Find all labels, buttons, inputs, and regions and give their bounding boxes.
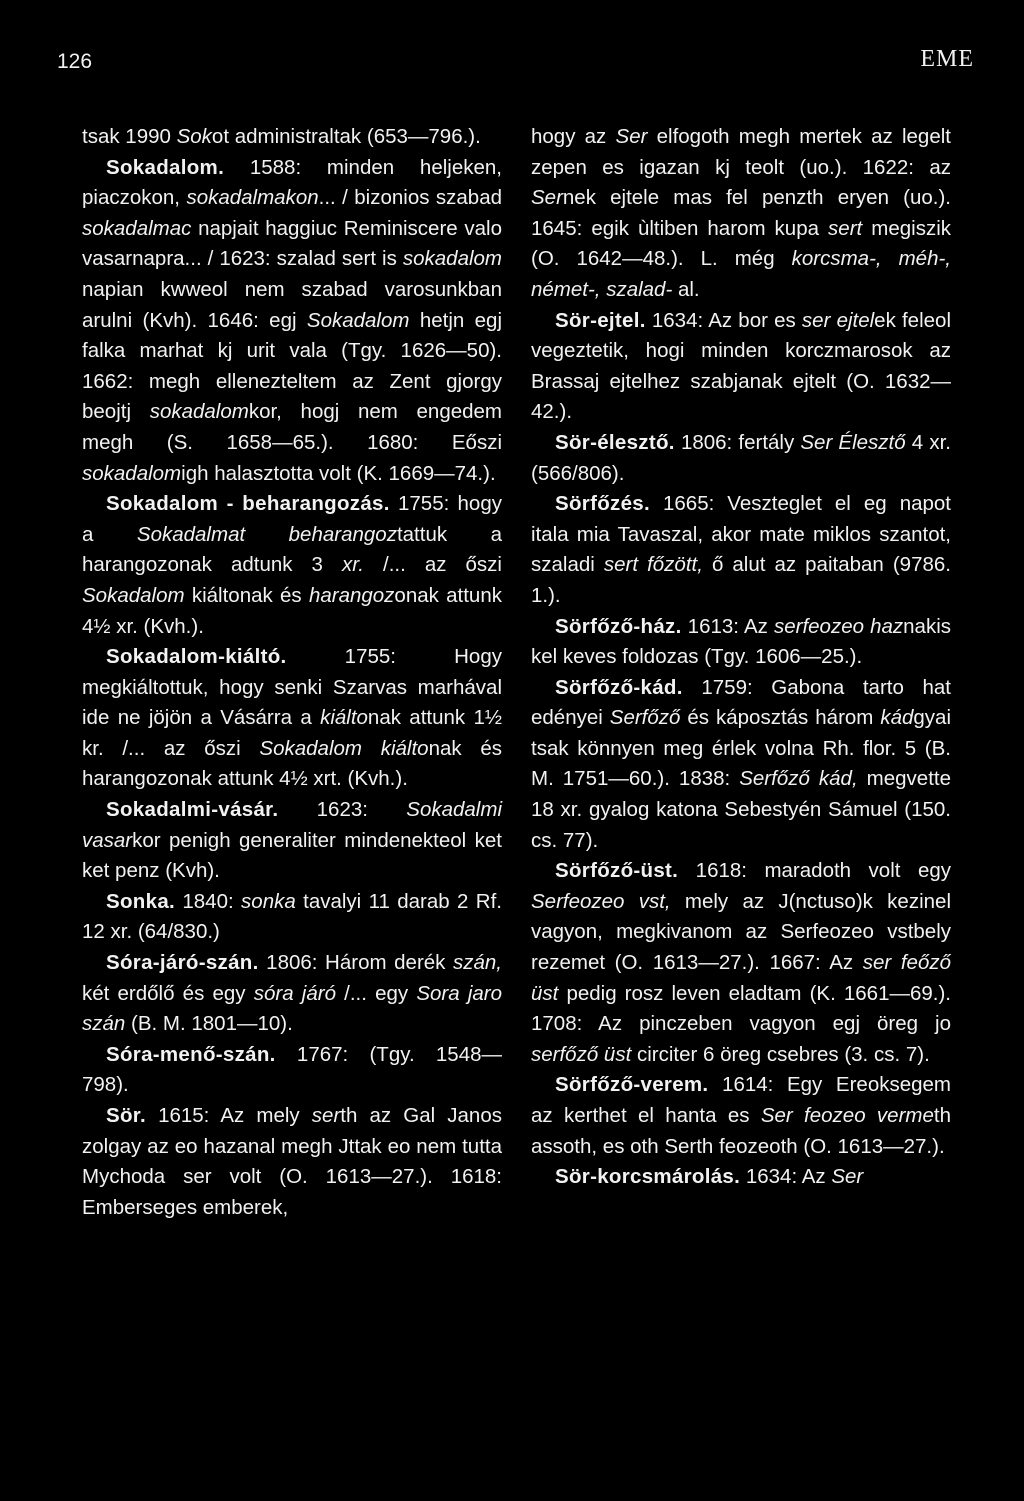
entry-text: hogy az (531, 125, 616, 148)
italic-text: Sora jaro szán (82, 981, 503, 1036)
italic-text: serfeozeo haz (773, 614, 904, 638)
headword: Sonka. (106, 889, 176, 913)
dictionary-entry (82, 1040, 502, 1101)
dictionary-entry (82, 153, 502, 490)
dictionary-entry (82, 948, 502, 1040)
italic-text: sert (828, 216, 863, 240)
entry-text: 1806: Három derék (258, 951, 453, 975)
entry-text: 1614: Egy Ereoksegem az kerthet el hanta es (531, 1073, 951, 1127)
dictionary-entry (531, 489, 951, 611)
italic-text: kiálto (320, 706, 368, 730)
headword: Sokadalmi-vásár. (106, 798, 279, 822)
italic-text: Ser feozeo verme (760, 1104, 934, 1127)
dictionary-entry (531, 1162, 951, 1193)
italic-text: szán, (453, 951, 502, 975)
entry-text: gyai tsak könnyen meg érlek volna Rh. flor. 5 (B. M. 1751—60.). 1838: (531, 706, 951, 791)
entry-text: 1588: minden heljeken, piaczokon, (82, 155, 502, 210)
italic-text: Serfeozeo vst, (531, 889, 671, 913)
dictionary-entry (82, 1101, 502, 1223)
entry-continuation (531, 122, 951, 306)
entry-text: 1755: Hogy megkiáltottuk, hogy senki Szarvas marhával ide ne jöjön a Vásárra a (82, 645, 502, 730)
italic-text: Sokadalom (306, 308, 410, 332)
entry-text: 1806: fertály (674, 430, 801, 454)
italic-text: Ser Élesztő (800, 430, 906, 454)
entry-text: th assoth, es oth Serth feozeoth (O. 1613—27.). (531, 1104, 951, 1158)
entry-text: elfogoth megh mertek az legelt zepen es igazan kj teolt (uo.). 1622: az (531, 125, 951, 179)
italic-text: Sok (176, 125, 212, 148)
entry-text: (B. M. 1801—10). (125, 1012, 293, 1036)
italic-text: ser feőző üst (531, 951, 951, 1005)
entry-text: /... az őszi (364, 553, 502, 577)
headword: Sör-élesztő. (555, 430, 675, 454)
entry-text: 1613: Az (681, 614, 774, 638)
headword: Sörfőzés. (555, 492, 650, 516)
headword: Sörfőző-kád. (555, 675, 683, 699)
entry-text: ot administraltak (653—796.). (211, 125, 481, 148)
entry-text: ő alut az paitaban (9786. 1.). (531, 553, 951, 607)
entry-text: nak és harangozonak attunk 4½ xrt. (Kvh.). (82, 736, 502, 791)
dictionary-entry (531, 612, 951, 673)
dictionary-entry (82, 489, 502, 642)
entry-text: kor penigh generaliter mindenekteol ket ket penz (Kvh). (82, 828, 502, 883)
entry-text: kiáltonak és (184, 583, 309, 607)
italic-text: Ser (531, 186, 563, 210)
entry-text: 1634: Az (740, 1165, 832, 1189)
dictionary-entry (82, 642, 502, 795)
dictionary-entry (531, 428, 951, 489)
entry-text: ek feleol vegeztetik, hogi minden korczmarosok az Brassaj ejtelhez szabjanak ejtelt (O. 1632—42.). (531, 308, 951, 424)
entry-text: onak attunk 4½ xr. (Kvh.). (82, 583, 502, 638)
italic-text: sokadalom (402, 247, 502, 271)
italic-text: Sokadalmat beharangoz (136, 522, 397, 546)
running-head: EME (920, 46, 974, 72)
dictionary-entry (82, 795, 502, 887)
headword: Sóra-menő-szán. (106, 1042, 276, 1066)
italic-text: korcsma-, méh-, német-, szalad- (531, 247, 951, 301)
entry-text: 1615: Az mely (145, 1104, 312, 1127)
italic-text: sokadalmac (82, 216, 192, 240)
headword: Sörfőző-ház. (555, 614, 682, 638)
entry-text: circiter 6 öreg csebres (3. cs. 7). (631, 1042, 930, 1066)
entry-text: pedig rosz leven eladtam (K. 1661—69.). 1708: Az pinczeben vagyon egj öreg jo (531, 981, 951, 1036)
entry-text: 4 xr. (566/806). (531, 430, 951, 485)
dictionary-entry (531, 673, 951, 857)
entry-text: 1634: Az bor es (645, 308, 802, 332)
headword: Sokadalom - beharangozás. (106, 492, 390, 516)
entry-text: napian kwweol nem szabad varosunkban arulni (Kvh). 1646: egj (82, 277, 502, 332)
italic-text: sóra járó (253, 981, 336, 1005)
italic-text: ser ejtel (801, 308, 875, 332)
italic-text: Serfőző kád, (739, 767, 858, 791)
italic-text: Sokadalom kiálto (259, 736, 429, 760)
entry-text: th az Gal Janos zolgay az eo hazanal megh Jttak eo nem tutta Mychoda ser volt (O. 1613—27.). 1618: Emberseges emberek, (82, 1104, 502, 1219)
page-number: 126 (57, 50, 93, 73)
italic-text: Ser (831, 1165, 864, 1189)
headword: Sör-korcsmárolás. (555, 1165, 741, 1189)
italic-text: sonka (241, 889, 296, 913)
entry-text: ... / bizonios szabad (318, 186, 503, 210)
entry-text: nakis kel keves foldozas (Tgy. 1606—25.). (531, 614, 951, 669)
italic-text: kád (880, 706, 914, 730)
italic-text: xr. (341, 553, 364, 577)
headword: Sörfőző-verem. (555, 1073, 709, 1097)
dictionary-entry (531, 856, 951, 1070)
entry-text: két erdőlő és egy (82, 981, 254, 1005)
italic-text: serfőző üst (531, 1042, 632, 1066)
entry-text: 1767: (Tgy. 1548—798). (82, 1042, 502, 1097)
entry-text: 1618: maradoth volt egy (678, 859, 951, 883)
right-column (531, 122, 951, 1193)
headword: Sör. (106, 1104, 146, 1127)
headword: Sóra-járó-szán. (106, 951, 259, 975)
entry-text: tattuk a harangozonak adtunk 3 (82, 522, 502, 577)
left-column (82, 122, 502, 1223)
dictionary-entry (82, 887, 502, 948)
dictionary-entry (531, 306, 951, 428)
headword: Sör-ejtel. (555, 308, 646, 332)
entry-continuation (82, 122, 502, 153)
italic-text: Sokadalmi vasar (82, 798, 502, 852)
entry-text: 1623: (278, 798, 407, 822)
entry-text: 1759: Gabona tarto hat edényei (531, 675, 951, 730)
italic-text: sokadalom (149, 400, 249, 424)
entry-text: és káposztás három (680, 706, 881, 730)
italic-text: ser (311, 1104, 341, 1127)
entry-text: tavalyi 11 darab 2 Rf. 12 xr. (64/830.) (82, 889, 502, 944)
entry-text: 1755: hogy a (82, 492, 502, 546)
headword: Sörfőző-üst. (555, 859, 679, 883)
italic-text: Ser (615, 125, 648, 148)
entry-text: igh halasztotta volt (K. 1669—74.). (181, 461, 496, 485)
entry-text: napjait haggiuc Reminiscere valo vasarnapra... / 1623: szalad sert is (82, 216, 502, 271)
entry-text: megiszik (O. 1642—48.). L. még (531, 216, 952, 271)
entry-text: tsak 1990 (82, 125, 177, 148)
headword: Sokadalom-kiáltó. (106, 645, 287, 669)
entry-text: al. (672, 277, 700, 301)
entry-text: nak attunk 1½ kr. /... az őszi (82, 706, 502, 760)
dictionary-entry (531, 1070, 951, 1162)
italic-text: sokadalmakon (186, 186, 319, 210)
italic-text: harangoz (308, 583, 395, 607)
entry-text: megvette 18 xr. gyalog katona Sebestyén Sámuel (150. cs. 77). (531, 767, 951, 852)
entry-text: 1840: (175, 889, 242, 913)
entry-text: /... egy (335, 981, 417, 1005)
italic-text: Sokadalom (82, 583, 185, 607)
entry-text: hetjn egj falka marhat kj urit vala (Tgy. 1626—50). 1662: megh ellenezteltem az Zent gjorgy beojtj (82, 308, 502, 424)
entry-text: nek ejtele mas fel penzth eryen (uo.). 1645: egik ùltiben harom kupa (531, 186, 951, 240)
italic-text: sert főzött, (603, 553, 703, 577)
italic-text: sokadalom (82, 461, 182, 485)
headword: Sokadalom. (106, 155, 225, 179)
entry-text: mely az J(nctuso)k kezinel vagyon, megkivanom az Serfeozeo vstbely rezemet (O. 1613—27.). 1667: Az (531, 889, 951, 975)
italic-text: Serfőző (609, 706, 681, 730)
entry-text: kor, hogj nem engedem megh (S. 1658—65.). 1680: Eőszi (82, 400, 502, 454)
entry-text: 1665: Veszteglet el eg napot itala mia Tavaszal, akor mate miklos szantot, szaladi (531, 492, 951, 577)
